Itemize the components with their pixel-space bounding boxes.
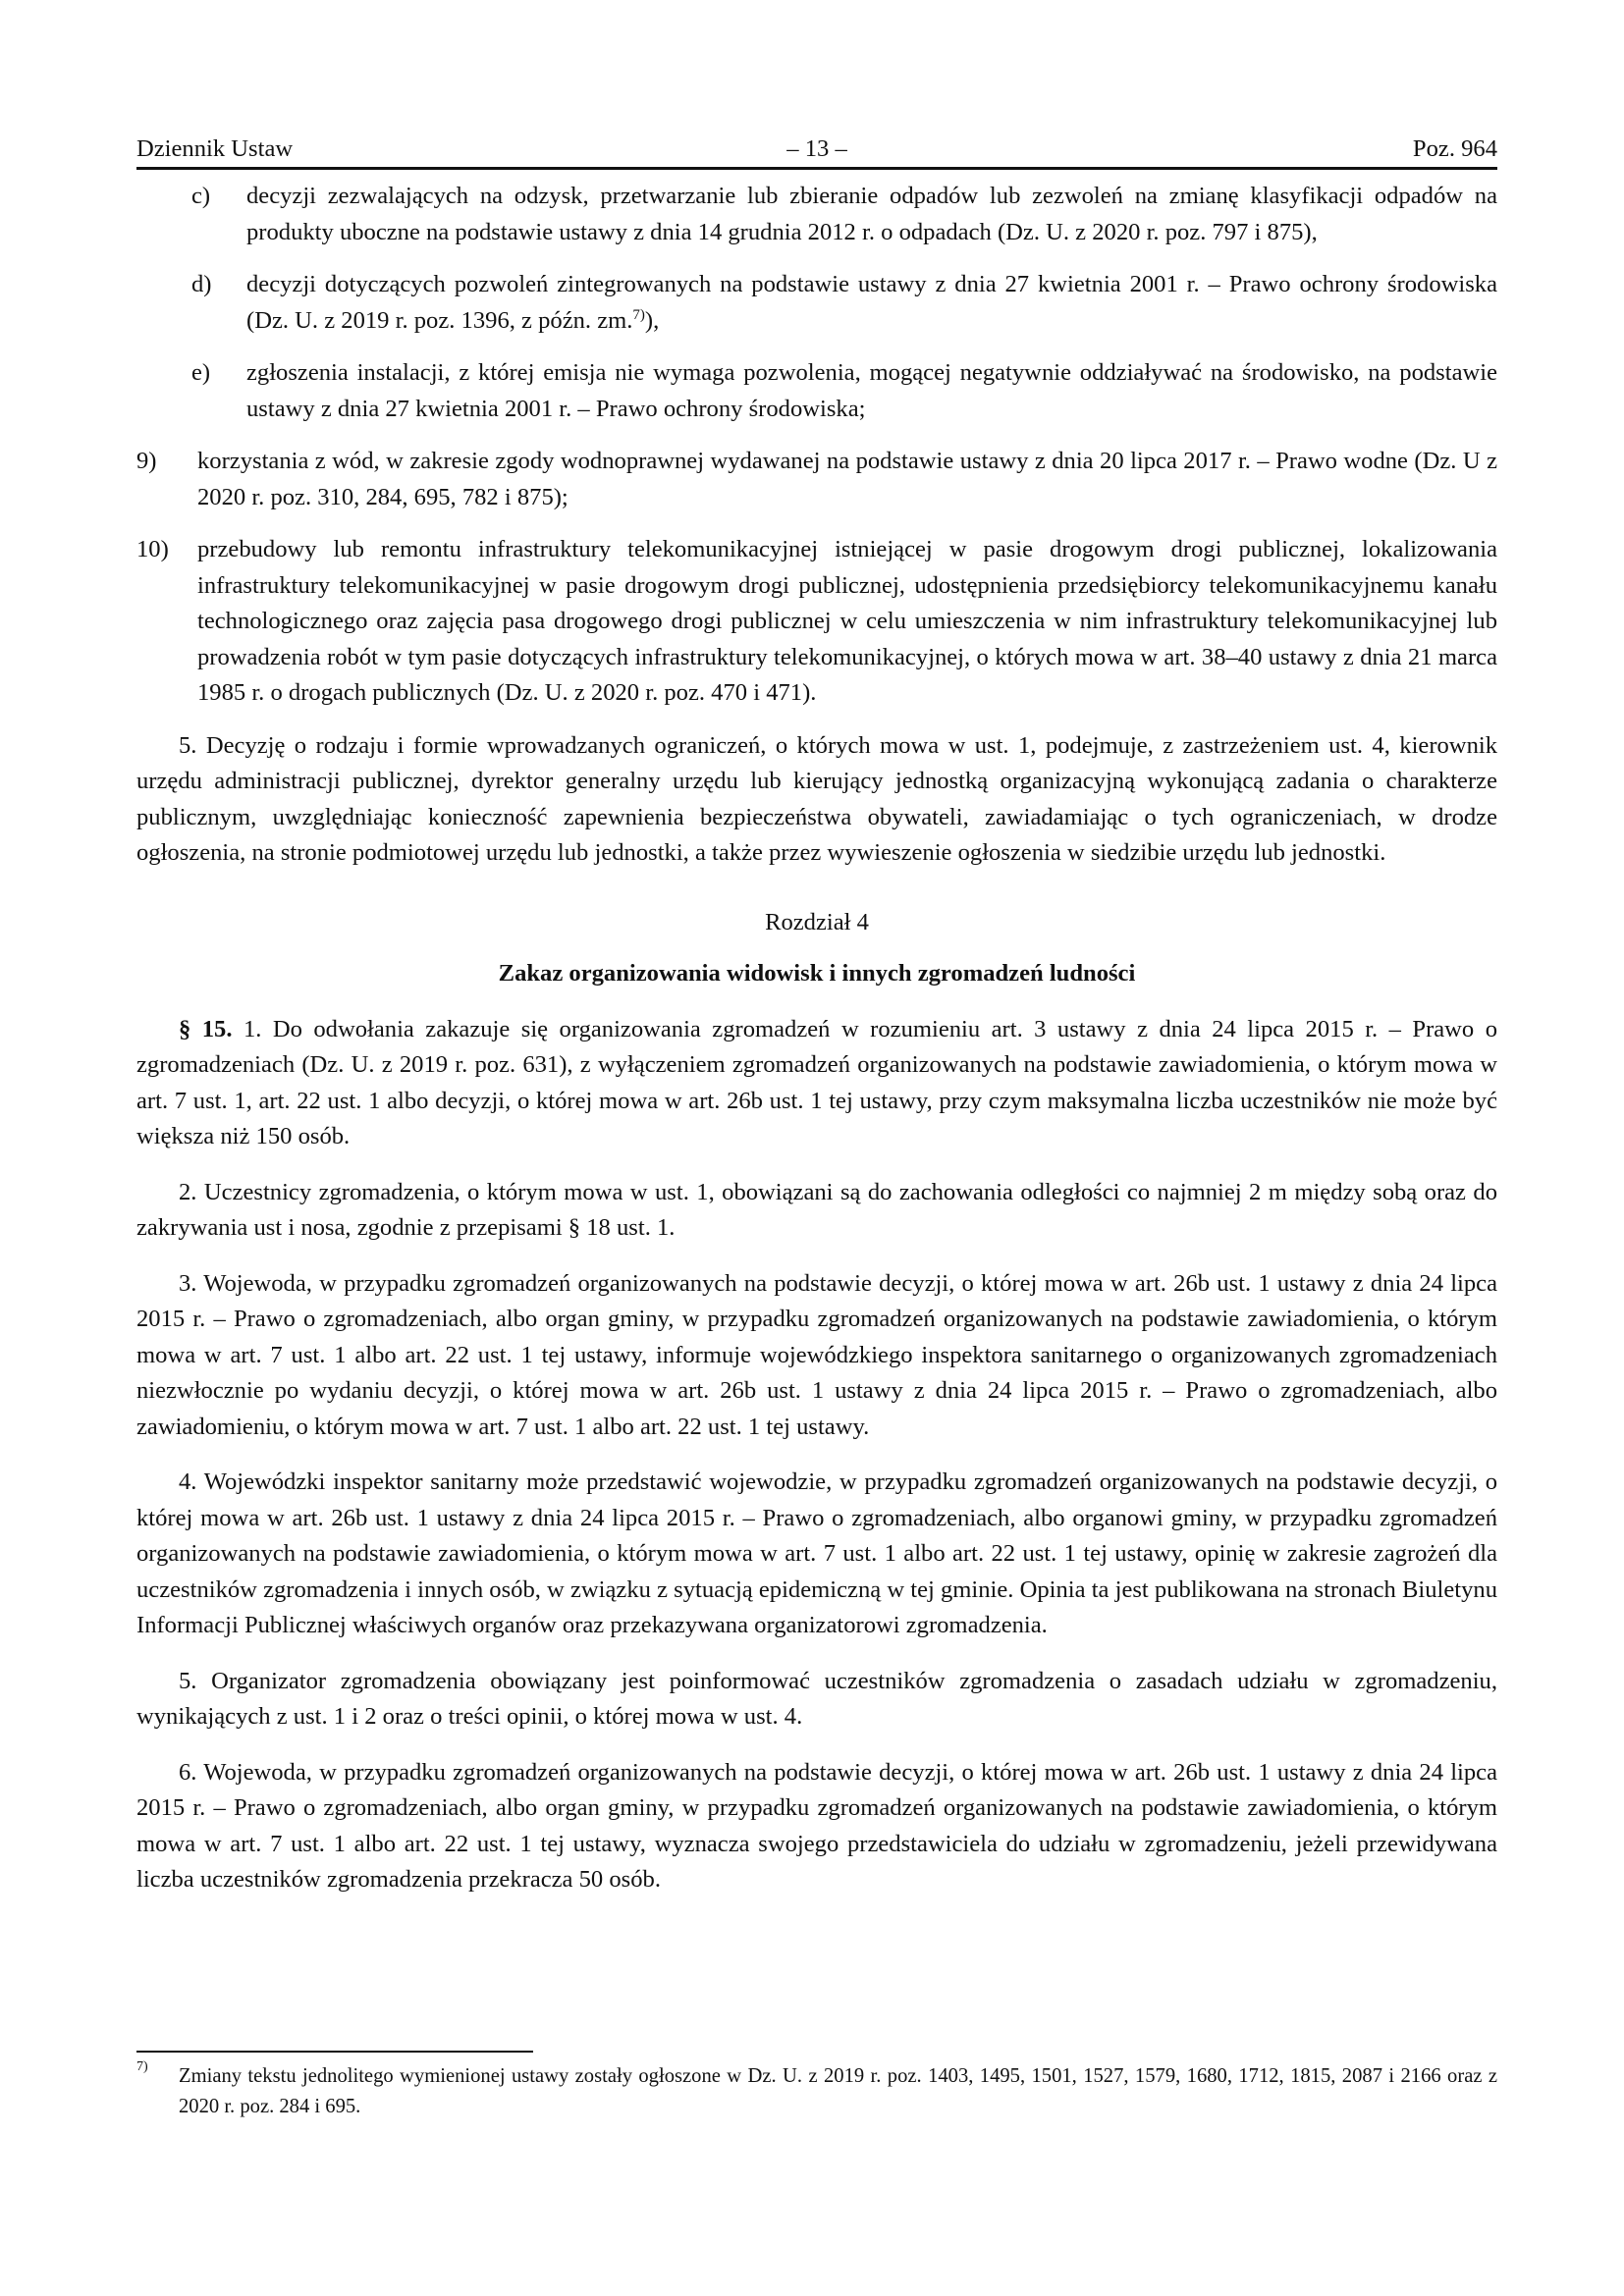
footnote-marker: 7) (136, 2059, 148, 2074)
list-item (136, 355, 1497, 427)
item-text: przebudowy lub remontu infrastruktury telekomunikacyjnej istniejącej w pasie drogowym drogi publicznej, lokalizowania infrastruktury telekomunikacyjnej w pasie drogowym drogi publicznej, udostępnienia przedsiębiorcy telekomunikacyjnemu kanału technologicznego oraz zajęcia pasa drogowego drogi publicznej w celu umieszczenia w nim infrastruktury telekomunikacyjnej lub prowadzenia robót w tym pasie dotyczących infrastruktury telekomunikacyjnej, o których mowa w art. 38–40 ustawy z dnia 21 marca 1985 r. o drogach publicznych (Dz. U. z 2020 r. poz. 470 i 471). (197, 536, 1497, 706)
item-text: zgłoszenia instalacji, z której emisja nie wymaga pozwolenia, mogącej negatywnie oddziaływać na środowisko, na podstawie ustawy z dnia 27 kwietnia 2001 r. – Prawo ochrony środowiska; (246, 359, 1497, 422)
paragraph-5: 5. Decyzję o rodzaju i formie wprowadzanych ograniczeń, o których mowa w ust. 1, podejmuje, z zastrzeżeniem ust. 4, kierownik urzędu administracji publicznej, dyrektor generalny urzędu lub kierujący jednostką organizacyjną wykonującą zadania o charakterze publicznym, uwzględniając konieczność zapewnienia bezpieczeństwa obywateli, zawiadamiając o tych ograniczeniach, w drodze ogłoszenia, na stronie podmiotowej urzędu lub jednostki, a także przez wywieszenie ogłoszenia w siedzibie urzędu lub jednostki. (136, 731, 1497, 866)
list-item (136, 267, 1497, 339)
position-number: Poz. 964 (1412, 135, 1497, 162)
item-marker: c) (191, 183, 211, 209)
section-15-paragraph-2: 2. Uczestnicy zgromadzenia, o którym mowa w ust. 1, obowiązani są do zachowania odległości co najmniej 2 m między sobą oraz do zakrywania ust i nosa, zgodnie z przepisami § 18 ust. 1. (136, 1178, 1497, 1241)
item-marker: e) (191, 359, 211, 386)
footnote-text: Zmiany tekstu jednolitego wymienionej ustawy zostały ogłoszone w Dz. U. z 2019 r. poz. 1403, 1495, 1501, 1527, 1579, 1680, 1712, 1815, 2087 i 2166 oraz z 2020 r. poz. 284 i 695. (179, 2065, 1497, 2117)
section-15-paragraph-5: 5. Organizator zgromadzenia obowiązany jest poinformować uczestników zgromadzenia o zasadach udziału w zgromadzeniu, wynikających z ust. 1 i 2 oraz o treści opinii, o której mowa w ust. 4. (136, 1667, 1497, 1730)
item-text: korzystania z wód, w zakresie zgody wodnoprawnej wydawanej na podstawie ustawy z dnia 20 lipca 2017 r. – Prawo wodne (Dz. U z 2020 r. poz. 310, 284, 695, 782 i 875); (197, 448, 1497, 510)
section-label: § 15. (179, 1015, 233, 1042)
list-item (136, 179, 1497, 250)
item-text-end: ), (644, 306, 660, 334)
paragraph-text: 1. Do odwołania zakazuje się organizowania zgromadzeń w rozumieniu art. 3 ustawy z dnia 24 lipca 2015 r. – Prawo o zgromadzeniach (Dz. U. z 2019 r. poz. 631), z wyłączeniem zgromadzeń organizowanych na podstawie zawiadomienia, o którym mowa w art. 7 ust. 1, art. 22 ust. 1 albo decyzji, o której mowa w art. 26b ust. 1 tej ustawy, przy czym maksymalna liczba uczestników nie może być większa niż 150 osób. (136, 1015, 1497, 1149)
page-number: – 13 – (786, 135, 847, 162)
section-15-paragraph-4: 4. Wojewódzki inspektor sanitarny może przedstawić wojewodzie, w przypadku zgromadzeń organizowanych na podstawie decyzji, o której mowa w art. 26b ust. 1 ustawy z dnia 24 lipca 2015 r. – Prawo o zgromadzeniach, albo organowi gminy, w przypadku zgromadzeń organizowanych na podstawie zawiadomienia, o którym mowa w art. 7 ust. 1 albo art. 22 ust. 1 tej ustawy, opinię w zakresie zagrożeń dla uczestników zgromadzenia i innych osób, w związku z sytuacją epidemiczną w tej gminie. Opinia ta jest publikowana na stronach Biuletynu Informacji Publicznej właściwych organów oraz przekazywana organizatorowi zgromadzenia. (136, 1468, 1497, 1638)
footnote-reference[interactable]: 7) (632, 306, 645, 323)
section-15-paragraph-6: 6. Wojewoda, w przypadku zgromadzeń organizowanych na podstawie decyzji, o której mowa w art. 26b ust. 1 ustawy z dnia 24 lipca 2015 r. – Prawo o zgromadzeniach, albo organ gminy, w przypadku zgromadzeń organizowanych na podstawie zawiadomienia, o którym mowa w art. 7 ust. 1 albo art. 22 ust. 1 tej ustawy, wyznacza swojego przedstawiciela do udziału w zgromadzeniu, jeżeli przewidywana liczba uczestników zgromadzenia przekracza 50 osób. (136, 1758, 1497, 1893)
item-marker: 10) (136, 536, 169, 562)
journal-name: Dziennik Ustaw (136, 135, 294, 162)
chapter-title: Zakaz organizowania widowisk i innych zgromadzeń ludności (498, 960, 1136, 987)
section-15-paragraph-1 (136, 1012, 1497, 1155)
list-item (136, 532, 1497, 712)
footnote (136, 2061, 1497, 2122)
footnote-divider (136, 2051, 533, 2053)
item-marker: 9) (136, 448, 157, 474)
item-marker: d) (191, 271, 212, 297)
document-body (136, 179, 1497, 1898)
chapter-heading: Rozdział 4 (765, 908, 869, 935)
item-text: decyzji dotyczących pozwoleń zintegrowanych na podstawie ustawy z dnia 27 kwietnia 2001 r. – Prawo ochrony środowiska (Dz. U. z 2019 r. poz. 1396, z późn. zm. (246, 271, 1497, 334)
list-item (136, 444, 1497, 515)
page-header (136, 132, 1497, 170)
section-15-paragraph-3: 3. Wojewoda, w przypadku zgromadzeń organizowanych na podstawie decyzji, o której mowa w art. 26b ust. 1 ustawy z dnia 24 lipca 2015 r. – Prawo o zgromadzeniach, albo organ gminy, w przypadku zgromadzeń organizowanych na podstawie zawiadomienia, o którym mowa w art. 7 ust. 1 albo art. 22 ust. 1 tej ustawy, informuje wojewódzkiego inspektora sanitarnego o organizowanych zgromadzeniach niezwłocznie po wydaniu decyzji, o której mowa w art. 26b ust. 1 ustawy z dnia 24 lipca 2015 r. – Prawo o zgromadzeniach, albo zawiadomieniu, o którym mowa w art. 7 ust. 1 albo art. 22 ust. 1 tej ustawy. (136, 1269, 1497, 1440)
item-text: decyzji zezwalających na odzysk, przetwarzanie lub zbieranie odpadów lub zezwoleń na zmianę klasyfikacji odpadów na produkty uboczne na podstawie ustawy z dnia 14 grudnia 2012 r. o odpadach (Dz. U. z 2020 r. poz. 797 i 875), (246, 183, 1497, 245)
